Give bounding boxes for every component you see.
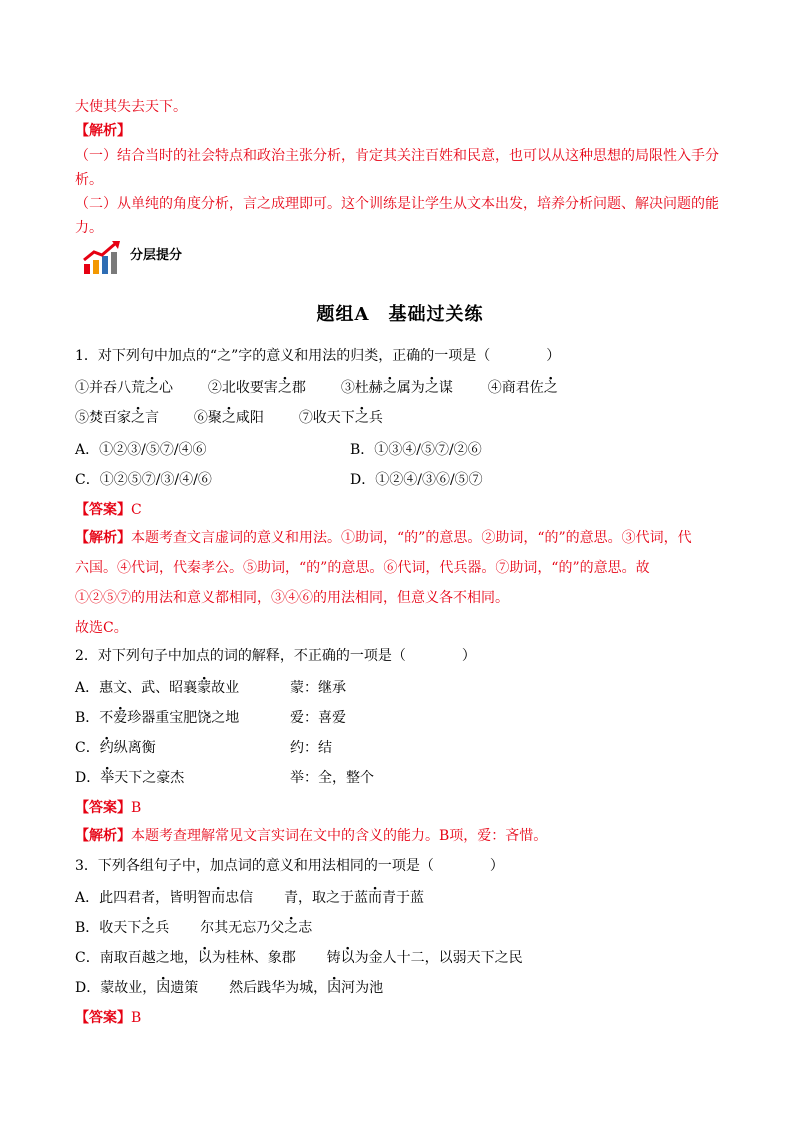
- section-title: 题组A 基础过关练: [316, 304, 484, 325]
- q1-answer: 【答案】C: [75, 502, 142, 518]
- q2-option-c-meaning: 约：结: [290, 740, 332, 756]
- q3-stem: 3．下列各组句子中，加点词的意义和用法相同的一项是（ ）: [75, 858, 504, 874]
- section-logo-text: 分层提分: [130, 248, 183, 263]
- q2-option-a: A．惠文、武、昭襄蒙故业: [75, 680, 240, 696]
- q1-option-d: D．①②④/③⑥/⑤⑦: [350, 472, 483, 488]
- q1-conclusion: 故选C。: [75, 620, 128, 636]
- q1-option-a: A．①②③/⑤⑦/④⑥: [75, 442, 207, 458]
- q1-stem: 1．对下列句中加点的“之”字的意义和用法的归类，正确的一项是（ ）: [75, 348, 561, 364]
- q1-items-row2: ⑤焚百家之言 ⑥聚之咸阳 ⑦收天下之兵: [75, 410, 383, 426]
- q1-analysis-line2: 六国。④代词，代秦孝公。⑤助词，“的”的意思。⑥代词，代兵器。⑦助词，“的”的意思。故: [75, 560, 650, 576]
- analysis-label-top: 【解析】: [75, 123, 131, 139]
- analysis-p1a: （一）结合当时的社会特点和政治主张分析，肯定其关注百姓和民意，也可以从这种思想的局限性入手分: [75, 148, 719, 164]
- q3-option-b: B．收天下之兵 尔其无忘乃父之志: [75, 920, 313, 936]
- q2-stem: 2．对下列句子中加点的词的解释，不正确的一项是（ ）: [75, 648, 476, 664]
- q3-option-c: C．南取百越之地，以为桂林、象郡 铸以为金人十二，以弱天下之民: [75, 950, 523, 966]
- q2-option-a-meaning: 蒙：继承: [290, 680, 346, 696]
- q2-option-b-meaning: 爱：喜爱: [290, 710, 346, 726]
- prev-answer-tail: 大使其失去天下。: [75, 99, 187, 115]
- q1-analysis-line3: ①②⑤⑦的用法和意义都相同，③④⑥的用法相同，但意义各不相同。: [75, 590, 509, 606]
- analysis-p2a: （二）从单纯的角度分析，言之成理即可。这个训练是让学生从文本出发，培养分析问题、解决问题的能: [75, 196, 719, 212]
- analysis-p1b: 析。: [75, 172, 103, 188]
- q2-option-d: D．举天下之豪杰: [75, 770, 185, 786]
- growth-chart-icon: [82, 240, 122, 276]
- q2-analysis: 【解析】本题考查理解常见文言实词在文中的含义的能力。B项，爱：吝惜。: [75, 828, 548, 844]
- q1-option-b: B．①③④/⑤⑦/②⑥: [350, 442, 482, 458]
- q2-option-c: C．约纵离衡: [75, 740, 156, 756]
- q1-analysis-line1: 【解析】本题考查文言虚词的意义和用法。①助词，“的”的意思。②助词，“的”的意思。③代词，代: [75, 530, 692, 546]
- q1-option-c: C．①②⑤⑦/③/④/⑥: [75, 472, 212, 488]
- q1-items-row1: ①并吞八荒之心 ②北收要害之郡 ③杜赫之属为之谋 ④商君佐之: [75, 380, 558, 396]
- q2-answer: 【答案】B: [75, 800, 142, 816]
- q3-option-a: A．此四君者，皆明智而忠信 青，取之于蓝而青于蓝: [75, 890, 425, 906]
- q3-option-d: D．蒙故业，因遗策 然后践华为城，因河为池: [75, 980, 384, 996]
- q2-option-d-meaning: 举：全，整个: [290, 770, 374, 786]
- q3-answer: 【答案】B: [75, 1010, 142, 1026]
- analysis-p2b: 力。: [75, 220, 103, 236]
- q2-option-b: B．不爱珍器重宝肥饶之地: [75, 710, 240, 726]
